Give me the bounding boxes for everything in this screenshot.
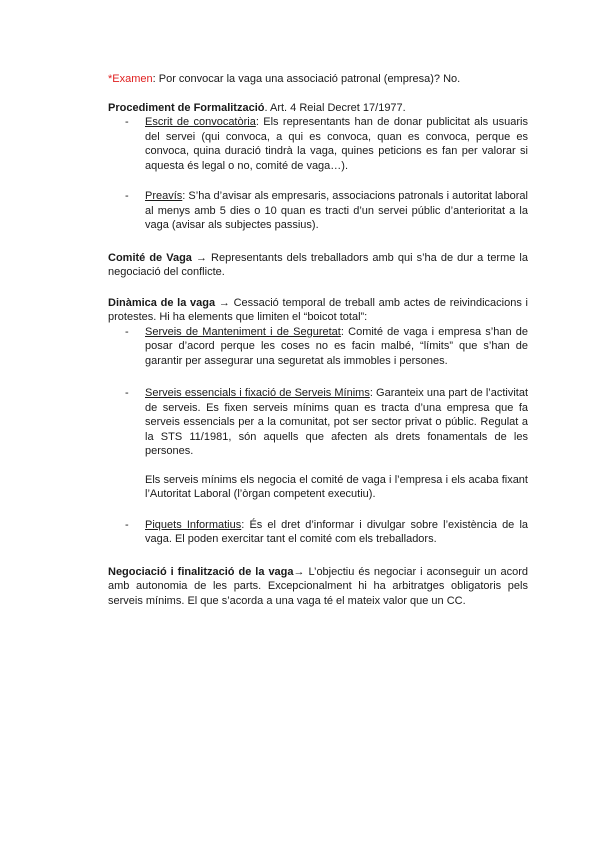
negociacio-text: → L’objectiu és negociar i aconseguir un acord amb autonomia de les parts. Excepcionalment hi ha arbitratges obligatoris pels serveis mínims. El que s’acorda a una vaga té el mateix valor que un CC. — [108, 565, 528, 607]
dinamica-title: Dinàmica de la vaga — [108, 296, 216, 309]
list-dash: - — [125, 190, 129, 202]
document-body — [108, 72, 528, 608]
procediment-subtitle: . Art. 4 Reial Decret 17/1977. — [264, 101, 406, 114]
list-item — [108, 386, 528, 459]
list-dash: - — [125, 116, 129, 128]
comite-title: Comité de Vaga — [108, 251, 192, 264]
list-item-term: Preavís — [145, 190, 183, 202]
exam-label: *Examen — [108, 73, 153, 85]
list-dash: - — [125, 518, 129, 531]
list-item-text: : Els representants han de donar publicitat als usuaris del servei (qui convoca, a qui es convoca, quan es convoca, perque es convoca, quina duració tindrà la vaga, quines peticions es fan per valorar si aquesta és legal o no, comité de vaga…). — [145, 116, 529, 172]
list-item-term: Serveis essencials i fixació de Serveis Mínims — [145, 387, 370, 399]
list-item-term: Serveis de Manteniment i de Seguretat — [145, 325, 341, 338]
comite-text: → Representants dels treballadors amb qui s’ha de dur a terme la negociació del conflicte. — [108, 251, 528, 278]
list-dash: - — [125, 325, 129, 338]
list-item-text: : Comité de vaga i empresa s’han de posar d’acord perque les coses no es facin malbé, “límits” que s’han de garantir per assegurar una seguretat als immobles i persones. — [145, 325, 529, 367]
exam-note — [108, 72, 528, 87]
list-item-extra: Els serveis mínims els negocia el comité de vaga i l’empresa i els acaba fixant l’Autoritat Laboral (l’òrgan competent executiu). — [145, 473, 528, 500]
dinamica-text: → Cessació temporal de treball amb actes de reivindicacions i protestes. Hi ha elements que limiten el “boicot total”: — [108, 296, 528, 323]
comite-paragraph — [108, 251, 528, 280]
list-item-text: : És el dret d’informar i divulgar sobre l’existència de la vaga. El poden exercitar tant el comité com els treballadors. — [145, 518, 529, 545]
list-item-text: : Garanteix una part de l’activitat de serveis. Es fixen serveis mínims quan es tracta d’una empresa que fa serveis essencials per a la comunitat, pot ser sector privat o públic. Regulat a la STS 11/1981, són aquells que afecten als drets fonamentals de les persones. — [145, 387, 528, 457]
dinamica-paragraph — [108, 296, 528, 325]
list-item — [108, 189, 528, 233]
procediment-title: Procediment de Formalització — [108, 101, 265, 114]
list-item-text: : S’ha d’avisar als empresaris, associacions patronals i autoritat laboral al menys amb 5 dies o 10 quan es tracti d’un servei públic d’anterioritat a la vaga (avisar als subjectes passius). — [145, 190, 528, 231]
exam-text: : Por convocar la vaga una associació patronal (empresa)? No. — [152, 73, 461, 85]
negociacio-title: Negociació i finalització de la vaga — [108, 565, 294, 578]
list-item-term: Piquets Informatius — [145, 518, 242, 531]
procediment-heading — [108, 101, 528, 116]
list-item — [108, 115, 528, 173]
list-item-term: Escrit de convocatòria — [145, 116, 256, 128]
negociacio-paragraph — [108, 565, 528, 609]
list-dash: - — [125, 387, 129, 399]
list-item — [108, 325, 528, 369]
list-item — [108, 518, 528, 547]
